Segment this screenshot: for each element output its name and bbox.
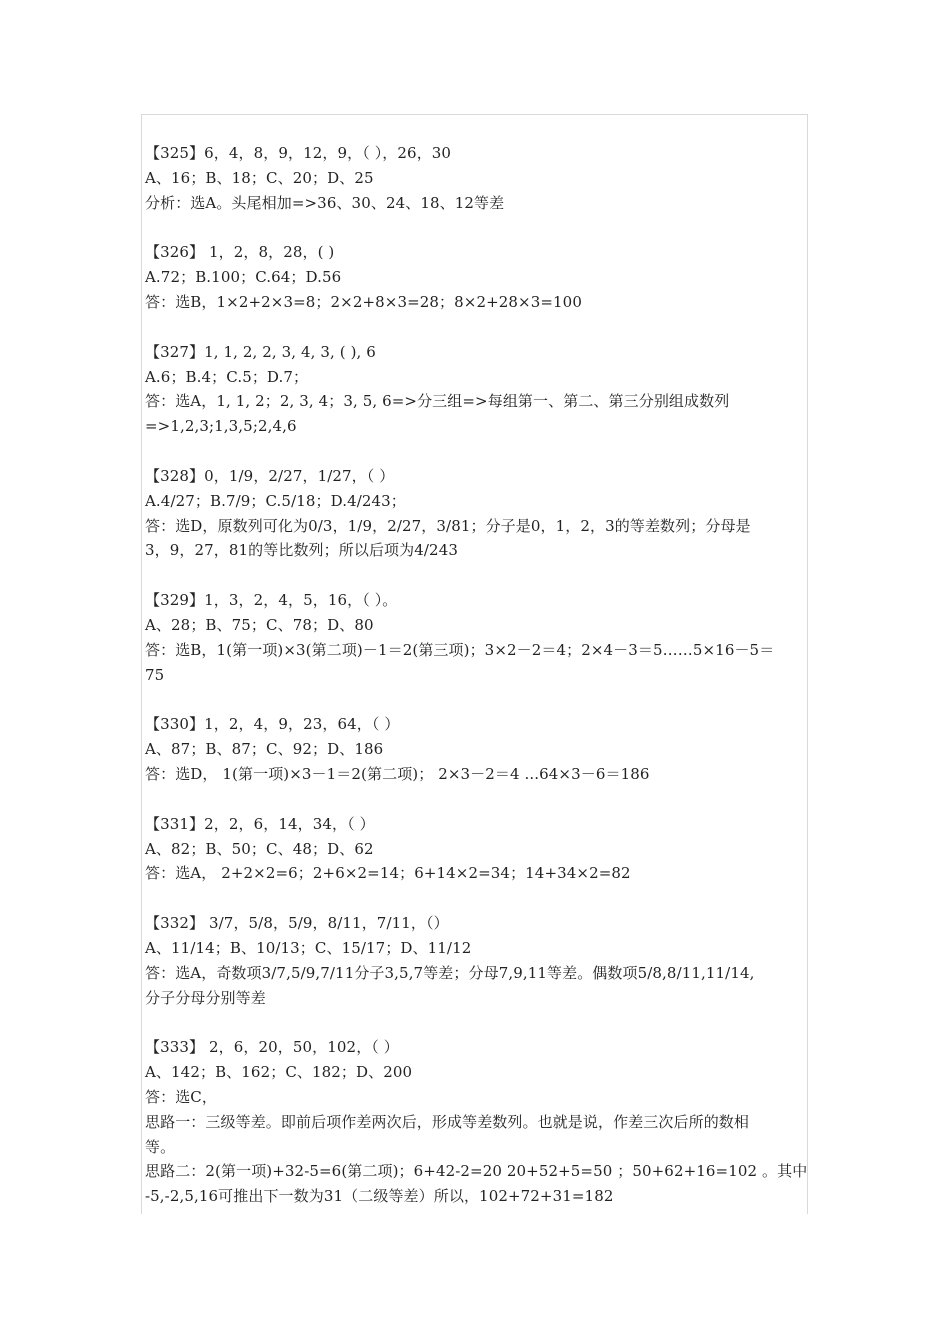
explanation: 答：选D， 1(第一项)×3－1＝2(第二项)； 2×3－2＝4 ...64×3－6＝186 — [145, 764, 650, 783]
answer-options: A、28；B、75；C、78；D、80 — [145, 615, 374, 634]
explanation-continued: 3，9，27，81的等比数列；所以后项为4/243 — [145, 541, 458, 560]
approach-two-continued: -5,-2,5,16可推出下一数为31（二级等差）所以，102+72+31=182 — [145, 1187, 614, 1206]
problem-330 — [145, 712, 809, 786]
explanation: 分析：选A。头尾相加=>36、30、24、18、12等差 — [145, 193, 505, 212]
problem-328 — [145, 464, 809, 563]
answer-options: A、11/14；B、10/13；C、15/17；D、11/12 — [145, 938, 472, 957]
problem-332 — [145, 911, 809, 1010]
explanation: 答：选A， 2+2×2=6；2+6×2=14；6+14×2=34；14+34×2=82 — [145, 864, 631, 883]
problem-header: 【331】2，2，6，14，34，（ ） — [145, 814, 375, 833]
problem-331 — [145, 812, 809, 886]
problem-327 — [145, 340, 809, 439]
approach-one-continued: 等。 — [145, 1137, 176, 1156]
explanation: 答：选B，1(第一项)×3(第二项)－1＝2(第三项)；3×2－2＝4；2×4－3＝5……5×16－5＝ — [145, 640, 775, 659]
problem-333 — [145, 1035, 809, 1209]
problem-326 — [145, 240, 809, 314]
answer-options: A.6；B.4；C.5；D.7； — [145, 367, 309, 386]
problem-header: 【328】0，1/9，2/27，1/27，（ ） — [145, 466, 395, 485]
problem-header: 【330】1，2，4，9，23，64，（ ） — [145, 715, 400, 734]
problem-header: 【325】6，4，8，9，12，9，（ ），26，30 — [145, 144, 452, 162]
explanation-continued: 75 — [145, 665, 165, 684]
answer-choice: 答：选C， — [145, 1087, 217, 1106]
explanation: 答：选D，原数列可化为0/3，1/9，2/27，3/81；分子是0，1，2，3的等差数列；分母是 — [145, 516, 751, 535]
problem-325 — [145, 141, 809, 215]
explanation-continued: =>1,2,3;1,3,5;2,4,6 — [145, 417, 297, 436]
explanation-continued: 分子分母分别等差 — [145, 988, 266, 1007]
explanation: 答：选A，1, 1, 2；2, 3, 4；3, 5, 6=>分三组=>每组第一、第二、第三分别组成数列 — [145, 392, 730, 411]
explanation: 答：选B，1×2+2×3=8；2×2+8×3=28；8×2+28×3=100 — [145, 292, 582, 311]
problem-header: 【333】 2，6，20，50，102，（ ） — [145, 1038, 399, 1057]
answer-options: A.4/27；B.7/9；C.5/18；D.4/243； — [145, 491, 406, 510]
document-content — [145, 141, 809, 1234]
answer-options: A.72；B.100；C.64；D.56 — [145, 268, 342, 287]
problem-header: 【332】 3/7，5/8，5/9，8/11，7/11，（） — [145, 914, 449, 933]
answer-options: A、142；B、162；C、182；D、200 — [145, 1063, 413, 1082]
approach-two: 思路二：2(第一项)+32-5=6(第二项)；6+42-2=20 20+52+5=50 ；50+62+16=102 。其中 — [145, 1162, 808, 1181]
explanation: 答：选A，奇数项3/7,5/9,7/11分子3,5,7等差；分母7,9,11等差。偶数项5/8,8/11,11/14, — [145, 963, 755, 982]
problem-header: 【326】 1，2，8，28，( ) — [145, 243, 335, 262]
answer-options: A、87；B、87；C、92；D、186 — [145, 740, 384, 759]
problem-header: 【329】1，3，2，4，5，16，（ ）。 — [145, 591, 398, 610]
problem-header: 【327】1, 1, 2, 2, 3, 4, 3, ( ), 6 — [145, 342, 376, 361]
problem-329 — [145, 588, 809, 687]
answer-options: A、82；B、50；C、48；D、62 — [145, 839, 374, 858]
answer-options: A、16；B、18；C、20；D、25 — [145, 168, 374, 187]
approach-one: 思路一：三级等差。即前后项作差两次后，形成等差数列。也就是说，作差三次后所的数相 — [145, 1112, 750, 1131]
